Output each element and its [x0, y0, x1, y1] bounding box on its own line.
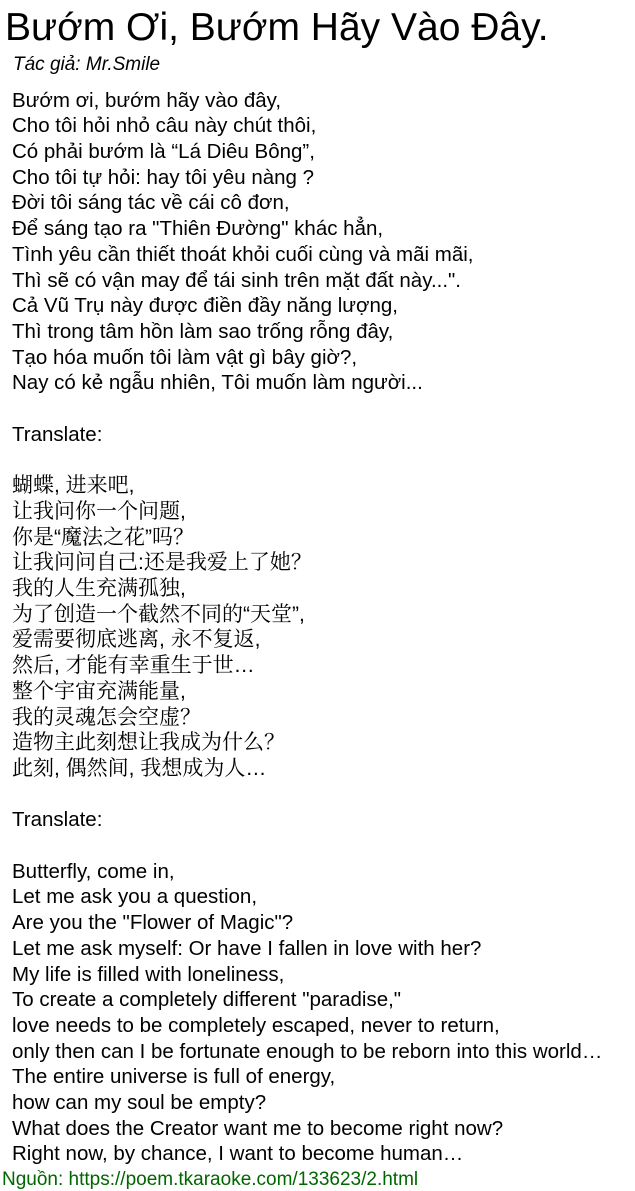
vietnamese-poem-line: Tình yêu cần thiết thoát khỏi cuối cùng và mãi mãi,: [12, 242, 474, 266]
chinese-translation-line: 我的人生充满孤独,: [12, 577, 186, 600]
vietnamese-poem-line: Nay có kẻ ngẫu nhiên, Tôi muốn làm người...: [12, 371, 423, 395]
english-translation-line: only then can I be fortunate enough to be reborn into this world…: [12, 1039, 603, 1063]
chinese-translation-line: 此刻, 偶然间, 我想成为人…: [12, 756, 267, 780]
english-translation-line: love needs to be completely escaped, never to return,: [12, 1013, 500, 1037]
vietnamese-poem-line: Tạo hóa muốn tôi làm vật gì bây giờ?,: [12, 345, 358, 369]
english-translation-line: What does the Creator want me to become right now?: [12, 1116, 504, 1140]
vietnamese-poem-line: Cho tôi tự hỏi: hay tôi yêu nàng ?: [12, 165, 315, 189]
chinese-translation-line: 蝴蝶, 进来吧,: [12, 474, 135, 498]
chinese-translation: [0, 473, 635, 781]
vietnamese-poem: [0, 88, 635, 396]
chinese-translation-line: 让我问你一个问题,: [12, 499, 186, 523]
english-translation-line: Right now, by chance, I want to become human…: [12, 1142, 464, 1166]
translate-label-english: Translate:: [12, 808, 103, 832]
chinese-translation-line: 整个宇宙充满能量,: [12, 679, 186, 703]
chinese-translation-line: 让我问问自己:还是我爱上了她？: [12, 551, 312, 575]
chinese-translation-line: 爱需要彻底逃离, 永不复返,: [12, 628, 261, 652]
vietnamese-poem-line: Thì trong tâm hồn làm sao trống rỗng đây,: [12, 320, 394, 343]
chinese-translation-line: 为了创造一个截然不同的“天堂”,: [12, 602, 305, 626]
vietnamese-poem-line: Cho tôi hỏi nhỏ câu này chút thôi,: [12, 114, 317, 138]
english-translation-line: how can my soul be empty?: [12, 1091, 267, 1115]
vietnamese-poem-line: Để sáng tạo ra "Thiên Đường" khác hẳn,: [12, 217, 384, 241]
english-translation-line: To create a completely different "paradise,": [12, 988, 402, 1012]
chinese-translation-line: 造物主此刻想让我成为什么？: [12, 731, 285, 755]
chinese-translation-line: 我的灵魂怎会空虚？: [12, 705, 201, 729]
english-translation-line: Are you the "Flower of Magic"?: [12, 911, 294, 935]
english-translation-line: Let me ask myself: Or have I fallen in love with her?: [12, 936, 482, 960]
vietnamese-poem-line: Đời tôi sáng tác về cái cô đơn,: [12, 191, 290, 215]
page-title: Bướm Ơi, Bướm Hãy Vào Đây.: [5, 6, 549, 49]
translate-label-chinese: Translate:: [12, 422, 103, 446]
vietnamese-poem-line: Cả Vũ Trụ này được điền đầy năng lượng,: [12, 294, 398, 318]
english-translation-line: My life is filled with loneliness,: [12, 962, 285, 986]
english-translation-line: Butterfly, come in,: [12, 859, 175, 883]
chinese-translation-line: 你是“魔法之花”吗？: [12, 525, 194, 549]
english-translation-line: Let me ask you a question,: [12, 885, 258, 909]
vietnamese-poem-line: Thì sẽ có vận may để tái sinh trên mặt đất này...".: [12, 268, 461, 292]
english-translation: [0, 859, 635, 1167]
source-citation: Nguồn: https://poem.tkaraoke.com/133623/2.html: [2, 1169, 419, 1191]
vietnamese-poem-line: Bướm ơi, bướm hãy vào đây,: [12, 88, 282, 112]
chinese-translation-line: 然后, 才能有幸重生于世…: [12, 654, 255, 678]
english-translation-line: The entire universe is full of energy,: [12, 1065, 336, 1089]
vietnamese-poem-line: Có phải bướm là “Lá Diêu Bông”,: [12, 140, 315, 164]
author-line: Tác giả: Mr.Smile: [13, 53, 161, 75]
